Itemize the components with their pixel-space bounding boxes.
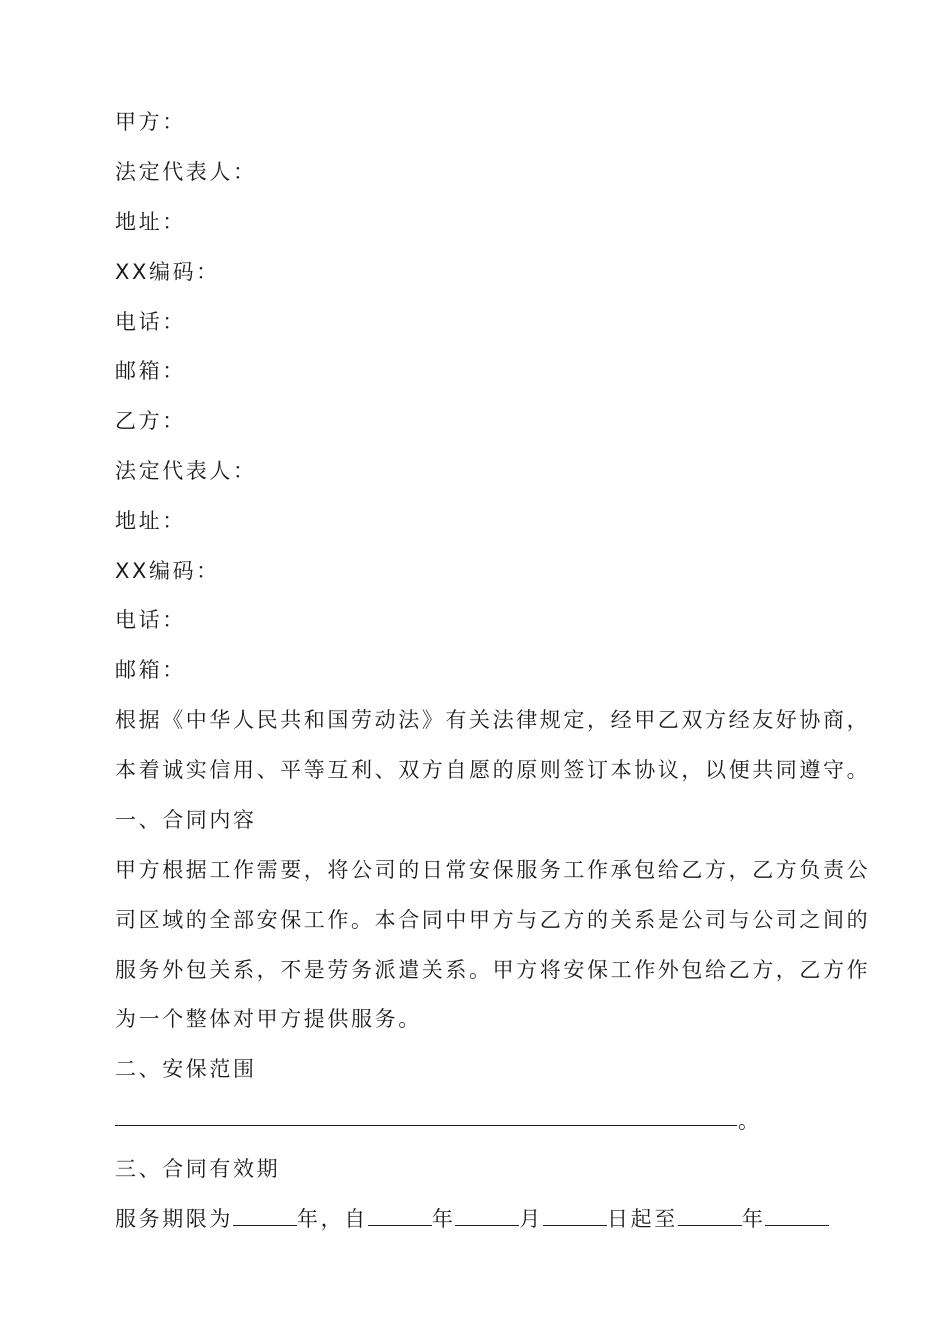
party-a-address: 地址：: [115, 210, 186, 234]
term-text-until: 日起至: [607, 1207, 678, 1231]
section-heading-contract-term: 三、合同有效期: [115, 1157, 281, 1181]
start-month-blank[interactable]: [455, 1205, 519, 1226]
end-year-blank[interactable]: [678, 1205, 742, 1226]
preamble-line: 本着诚实信用、平等互利、双方自愿的原则签订本协议，以便共同遵守。: [115, 758, 871, 782]
party-b-label: 乙方：: [115, 409, 186, 433]
term-text-month: 月: [519, 1207, 544, 1231]
party-a-label: 甲方：: [115, 110, 186, 134]
service-term-line: [115, 1205, 829, 1233]
preamble-line: 根据《中华人民共和国劳动法》有关法律规定，经甲乙双方经友好协商，: [115, 708, 871, 732]
section-heading-contract-content: 一、合同内容: [115, 808, 257, 832]
party-b-phone: 电话：: [115, 608, 186, 632]
scope-end-mark: 。: [738, 1109, 759, 1133]
term-text-from: 年，自: [297, 1207, 368, 1231]
party-a-phone: 电话：: [115, 310, 186, 334]
section1-line: 司区域的全部安保工作。本合同中甲方与乙方的关系是公司与公司之间的: [115, 908, 871, 932]
term-text-year: 年: [431, 1207, 456, 1231]
start-year-blank[interactable]: [368, 1205, 432, 1226]
section1-line: 甲方根据工作需要，将公司的日常安保服务工作承包给乙方，乙方负责公: [115, 858, 871, 882]
party-a-legal-rep: 法定代表人：: [115, 160, 257, 184]
party-b-address: 地址：: [115, 509, 186, 533]
section1-line: 为一个整体对甲方提供服务。: [115, 1007, 422, 1031]
party-a-code: XX编码：: [115, 260, 220, 284]
section-heading-security-scope: 二、安保范围: [115, 1057, 257, 1081]
party-b-legal-rep: 法定代表人：: [115, 459, 257, 483]
party-b-email: 邮箱：: [115, 658, 186, 682]
section1-line: 服务外包关系，不是劳务派遣关系。甲方将安保工作外包给乙方，乙方作: [115, 958, 871, 982]
term-text-end-year: 年: [741, 1207, 766, 1231]
term-years-blank[interactable]: [233, 1205, 297, 1226]
security-scope-blank[interactable]: [115, 1125, 737, 1126]
end-month-blank[interactable]: [765, 1205, 829, 1226]
party-a-email: 邮箱：: [115, 359, 186, 383]
term-text-prefix: 服务期限为: [115, 1207, 233, 1231]
start-day-blank[interactable]: [543, 1205, 607, 1226]
party-b-code: XX编码：: [115, 559, 220, 583]
